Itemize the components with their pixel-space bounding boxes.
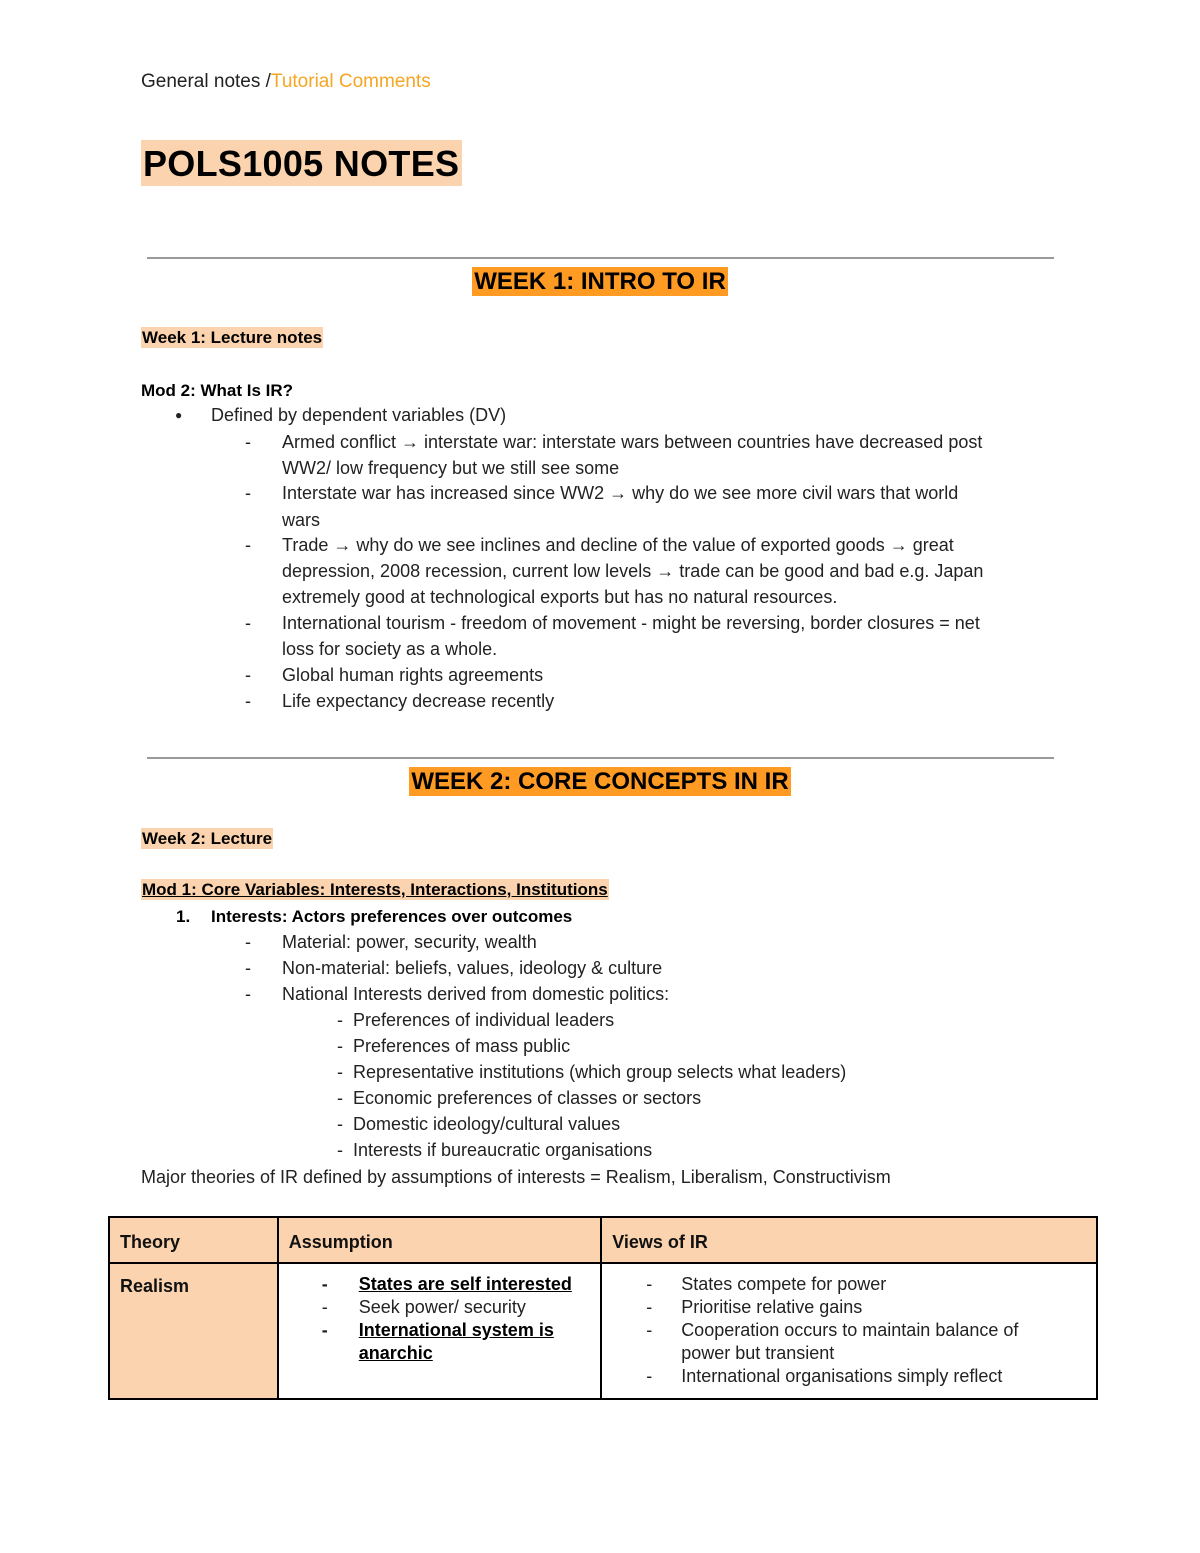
table-header-row	[109, 1217, 1097, 1263]
dash: -	[646, 1274, 653, 1294]
list-item: Armed conflict → interstate war: interstate wars between countries have decreased post	[282, 432, 983, 452]
general-notes-label: General notes /	[141, 71, 271, 92]
dash: -	[245, 958, 251, 978]
dash: -	[646, 1366, 653, 1386]
horizontal-rule	[147, 757, 1054, 759]
table-header-cell: Theory	[109, 1217, 278, 1263]
list-item: International tourism - freedom of movement - might be reversing, border closures = net	[282, 613, 980, 633]
week1-mod-title: Mod 2: What Is IR?	[141, 381, 294, 400]
sub-list-item: Economic preferences of classes or sectors	[353, 1088, 702, 1108]
dash: -	[321, 1320, 328, 1340]
sub-list-item: Preferences of mass public	[353, 1036, 571, 1056]
views-item: Cooperation occurs to maintain balance of	[681, 1320, 1019, 1340]
views-item: Prioritise relative gains	[681, 1297, 863, 1317]
sub-dash: -	[337, 1088, 343, 1108]
theory-table	[108, 1216, 1098, 1400]
week1-heading: WEEK 1: INTRO TO IR	[474, 268, 726, 295]
page-header	[141, 71, 431, 93]
dash: -	[646, 1297, 653, 1317]
sub-list-item: Preferences of individual leaders	[353, 1010, 615, 1030]
list-item-cont: WW2/ low frequency but we still see some	[282, 458, 620, 478]
dash: -	[245, 613, 251, 633]
document-title: POLS1005 NOTES	[141, 140, 462, 186]
list-item: Non-material: beliefs, values, ideology & culture	[282, 958, 663, 978]
dash: -	[321, 1274, 328, 1294]
sub-dash: -	[337, 1114, 343, 1134]
table-header-cell: Views of IR	[601, 1217, 1097, 1263]
dash: -	[646, 1320, 653, 1340]
assumption-cell	[278, 1263, 601, 1399]
dash: -	[245, 984, 251, 1004]
list-item-cont: loss for society as a whole.	[282, 639, 498, 659]
assumption-item: States are self interested	[358, 1274, 572, 1294]
assumption-item: Seek power/ security	[358, 1297, 526, 1317]
sub-dash: -	[337, 1010, 343, 1030]
sub-dash: -	[337, 1036, 343, 1056]
views-item: States compete for power	[681, 1274, 887, 1294]
week2-lecture-label: Week 2: Lecture	[142, 829, 273, 848]
sub-list-item: Domestic ideology/cultural values	[353, 1114, 621, 1134]
list-item: Interstate war has increased since WW2 → why do we see more civil wars that world	[282, 483, 959, 503]
horizontal-rule	[147, 257, 1054, 259]
sub-list-item: Interests if bureaucratic organisations	[353, 1140, 653, 1160]
numbered-item: Interests: Actors preferences over outcomes	[211, 907, 573, 926]
views-item-cont: power but transient	[681, 1343, 835, 1363]
list-item: Global human rights agreements	[282, 665, 544, 685]
dash: -	[245, 691, 251, 711]
dash: -	[245, 483, 251, 503]
list-item-cont: depression, 2008 recession, current low levels → trade can be good and bad e.g. Japan	[282, 561, 984, 581]
list-item: Material: power, security, wealth	[282, 932, 537, 952]
list-item: Trade → why do we see inclines and decline of the value of exported goods → great	[282, 535, 954, 555]
list-item-cont: wars	[282, 510, 321, 530]
list-item-cont: extremely good at technological exports but has no natural resources.	[282, 587, 838, 607]
week1-lecture-label: Week 1: Lecture notes	[142, 328, 323, 347]
views-item: International organisations simply reflect	[681, 1366, 1003, 1386]
views-cell	[601, 1263, 1097, 1399]
dash: -	[245, 665, 251, 685]
dash: -	[245, 535, 251, 555]
week2-heading: WEEK 2: CORE CONCEPTS IN IR	[411, 768, 789, 795]
sub-list-item: Representative institutions (which group selects what leaders)	[353, 1062, 847, 1082]
theory-cell: Realism	[109, 1263, 278, 1399]
table-row	[109, 1263, 1097, 1399]
sub-dash: -	[337, 1062, 343, 1082]
bullet-dot: ●	[175, 408, 183, 422]
dash: -	[245, 932, 251, 952]
list-item: Life expectancy decrease recently	[282, 691, 555, 711]
assumption-item: International system is	[358, 1320, 554, 1340]
list-item: National Interests derived from domestic politics:	[282, 984, 670, 1004]
tutorial-comments-label: Tutorial Comments	[270, 71, 431, 92]
week2-mod-title: Mod 1: Core Variables: Interests, Interactions, Institutions	[142, 880, 608, 899]
table-header-cell: Assumption	[278, 1217, 601, 1263]
assumption-item-cont: anarchic	[358, 1343, 433, 1363]
numbered-marker: 1.	[176, 907, 191, 926]
dash: -	[321, 1297, 328, 1317]
dash: -	[245, 432, 251, 452]
sub-dash: -	[337, 1140, 343, 1160]
summary-line: Major theories of IR defined by assumptions of interests = Realism, Liberalism, Constructivism	[141, 1167, 891, 1187]
week1-bullet: Defined by dependent variables (DV)	[211, 405, 507, 425]
